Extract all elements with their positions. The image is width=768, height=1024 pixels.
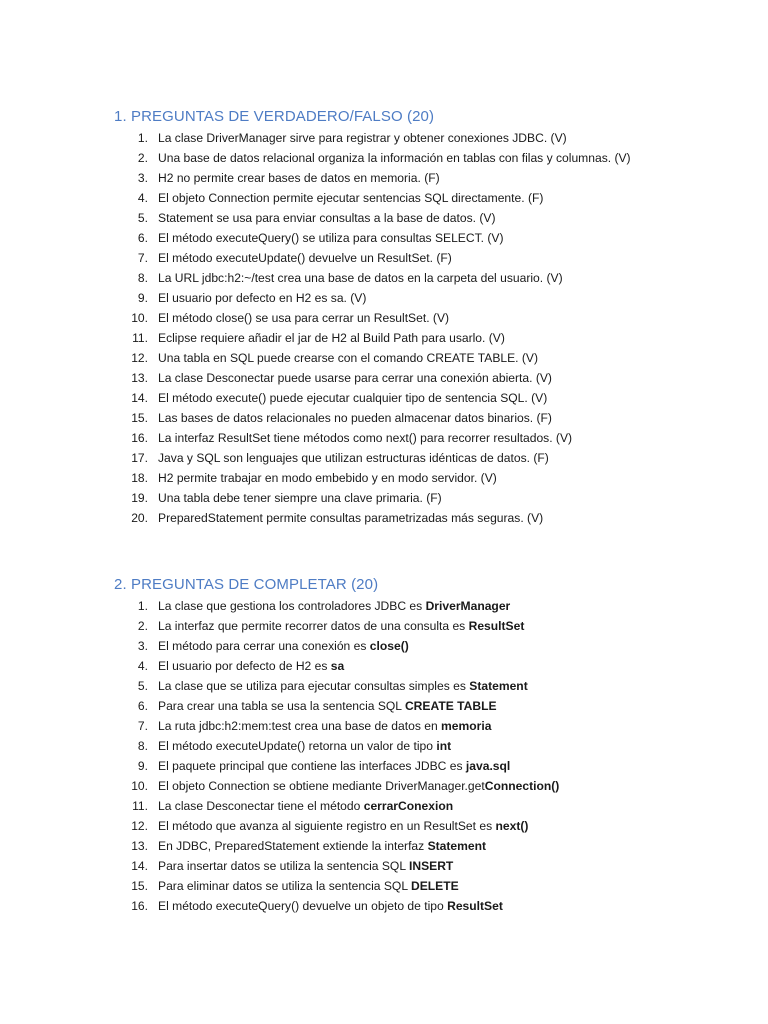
question-text: En JDBC, PreparedStatement extiende la interfaz <box>158 839 428 853</box>
question-text: El método executeUpdate() retorna un valor de tipo <box>158 739 437 753</box>
item-text-wrapper <box>158 328 505 348</box>
question-text: El método executeUpdate() devuelve un ResultSet. (F) <box>158 251 452 265</box>
item-number: 5. <box>137 211 148 225</box>
item-text-wrapper <box>158 716 491 736</box>
item-number: 3. <box>137 171 148 185</box>
item-number: 15. <box>131 411 148 425</box>
list-item <box>114 428 734 448</box>
question-text: La URL jdbc:h2:~/test crea una base de datos en la carpeta del usuario. (V) <box>158 271 563 285</box>
list-item <box>114 228 734 248</box>
true-false-question-list <box>114 128 734 528</box>
item-text-wrapper <box>158 696 497 716</box>
list-item <box>114 816 734 836</box>
answer-text: ResultSet <box>447 899 503 913</box>
list-item <box>114 408 734 428</box>
answer-text: memoria <box>441 719 492 733</box>
list-item <box>114 796 734 816</box>
item-text-wrapper <box>158 348 538 368</box>
item-number: 14. <box>131 859 148 873</box>
list-item <box>114 128 734 148</box>
section-true-false <box>114 106 734 528</box>
item-text-wrapper <box>158 228 504 248</box>
item-text-wrapper <box>158 268 563 288</box>
question-text: La clase que gestiona los controladores JDBC es <box>158 599 426 613</box>
question-text: H2 permite trabajar en modo embebido y en modo servidor. (V) <box>158 471 497 485</box>
item-number: 7. <box>137 719 148 733</box>
list-item <box>114 676 734 696</box>
section-heading: 1. PREGUNTAS DE VERDADERO/FALSO (20) <box>114 108 435 125</box>
item-number: 1. <box>137 599 148 613</box>
list-item <box>114 856 734 876</box>
item-text-wrapper <box>158 876 459 896</box>
answer-text: DriverManager <box>425 599 511 613</box>
list-item <box>114 876 734 896</box>
item-text-wrapper <box>158 148 631 168</box>
item-number: 9. <box>137 291 148 305</box>
item-text-wrapper <box>158 656 344 676</box>
item-number: 11. <box>132 799 148 813</box>
item-number: 2. <box>137 151 148 165</box>
question-text: Una tabla debe tener siempre una clave primaria. (F) <box>158 491 442 505</box>
item-text-wrapper <box>158 616 524 636</box>
item-number: 16. <box>131 431 148 445</box>
question-text: H2 no permite crear bases de datos en memoria. (F) <box>158 171 440 185</box>
item-text-wrapper <box>158 288 366 308</box>
item-number: 8. <box>137 271 148 285</box>
item-number: 10. <box>131 311 148 325</box>
list-item <box>114 368 734 388</box>
question-text: El método para cerrar una conexión es <box>158 639 370 653</box>
item-number: 4. <box>137 659 148 673</box>
item-text-wrapper <box>158 128 567 148</box>
item-number: 19. <box>131 491 148 505</box>
item-number: 14. <box>131 391 148 405</box>
item-text-wrapper <box>158 368 552 388</box>
fill-in-question-list <box>114 596 734 916</box>
item-text-wrapper <box>158 488 442 508</box>
item-number: 18. <box>131 471 148 485</box>
list-item <box>114 448 734 468</box>
item-number: 17. <box>131 451 148 465</box>
question-text: Para eliminar datos se utiliza la sentencia SQL <box>158 879 411 893</box>
list-item <box>114 656 734 676</box>
item-text-wrapper <box>158 428 572 448</box>
list-item <box>114 348 734 368</box>
question-text: La interfaz ResultSet tiene métodos como next() para recorrer resultados. (V) <box>158 431 573 445</box>
question-text: El usuario por defecto en H2 es sa. (V) <box>158 291 367 305</box>
item-text-wrapper <box>158 408 552 428</box>
item-number: 9. <box>137 759 148 773</box>
list-item <box>114 736 734 756</box>
list-item <box>114 896 734 916</box>
question-text: La clase que se utiliza para ejecutar consultas simples es <box>158 679 470 693</box>
item-text-wrapper <box>158 388 547 408</box>
list-item <box>114 168 734 188</box>
item-text-wrapper <box>158 896 503 916</box>
answer-text: int <box>436 739 452 753</box>
question-text: El usuario por defecto de H2 es <box>158 659 331 673</box>
question-text: Statement se usa para enviar consultas a la base de datos. (V) <box>158 211 496 225</box>
item-number: 8. <box>137 739 148 753</box>
item-number: 11. <box>132 331 148 345</box>
list-item <box>114 388 734 408</box>
answer-text: Statement <box>427 839 487 853</box>
list-item <box>114 328 734 348</box>
item-number: 3. <box>137 639 148 653</box>
item-text-wrapper <box>158 736 451 756</box>
item-text-wrapper <box>158 468 497 488</box>
list-item <box>114 716 734 736</box>
question-text: La interfaz que permite recorrer datos de una consulta es <box>158 619 469 633</box>
question-text: Eclipse requiere añadir el jar de H2 al Build Path para usarlo. (V) <box>158 331 505 345</box>
answer-text: Statement <box>469 679 528 693</box>
item-text-wrapper <box>158 676 528 696</box>
section-heading: 2. PREGUNTAS DE COMPLETAR (20) <box>114 576 379 593</box>
question-text: El método execute() puede ejecutar cualquier tipo de sentencia SQL. (V) <box>158 391 548 405</box>
list-item <box>114 208 734 228</box>
item-number: 16. <box>131 899 148 913</box>
question-text: Para crear una tabla se usa la sentencia SQL <box>158 699 405 713</box>
question-text: Las bases de datos relacionales no pueden almacenar datos binarios. (F) <box>158 411 552 425</box>
question-text: El método close() se usa para cerrar un ResultSet. (V) <box>158 311 450 325</box>
answer-text: next() <box>495 819 529 833</box>
question-text: La clase DriverManager sirve para registrar y obtener conexiones JDBC. (V) <box>158 131 567 145</box>
question-text: El método que avanza al siguiente registro en un ResultSet es <box>158 819 496 833</box>
list-item <box>114 268 734 288</box>
question-text: El paquete principal que contiene las interfaces JDBC es <box>158 759 466 773</box>
item-text-wrapper <box>158 448 549 468</box>
question-text: La ruta jdbc:h2:mem:test crea una base de datos en <box>158 719 442 733</box>
item-number: 6. <box>137 231 148 245</box>
list-item <box>114 776 734 796</box>
item-number: 4. <box>137 191 148 205</box>
question-text: El objeto Connection se obtiene mediante DriverManager.get <box>158 779 485 793</box>
item-number: 5. <box>137 679 148 693</box>
question-text: El método executeQuery() devuelve un objeto de tipo <box>158 899 448 913</box>
item-text-wrapper <box>158 796 453 816</box>
item-number: 6. <box>137 699 148 713</box>
item-number: 10. <box>131 779 148 793</box>
item-text-wrapper <box>158 636 409 656</box>
list-item <box>114 468 734 488</box>
question-text: Java y SQL son lenguajes que utilizan estructuras idénticas de datos. (F) <box>158 451 549 465</box>
list-item <box>114 756 734 776</box>
answer-text: ResultSet <box>468 619 525 633</box>
list-item <box>114 616 734 636</box>
answer-text: Connection() <box>484 779 560 793</box>
question-text: Para insertar datos se utiliza la sentencia SQL <box>158 859 409 873</box>
question-text: La clase Desconectar puede usarse para cerrar una conexión abierta. (V) <box>158 371 552 385</box>
list-item <box>114 596 734 616</box>
item-text-wrapper <box>158 308 449 328</box>
answer-text: INSERT <box>408 859 454 873</box>
item-number: 13. <box>131 839 148 853</box>
answer-text: close() <box>369 639 409 653</box>
list-item <box>114 696 734 716</box>
list-item <box>114 636 734 656</box>
question-text: El objeto Connection permite ejecutar sentencias SQL directamente. (F) <box>158 191 544 205</box>
item-number: 15. <box>131 879 148 893</box>
item-text-wrapper <box>158 856 453 876</box>
item-text-wrapper <box>158 508 543 528</box>
item-text-wrapper <box>158 208 495 228</box>
item-text-wrapper <box>158 168 440 188</box>
list-item <box>114 288 734 308</box>
item-number: 20. <box>131 511 148 525</box>
answer-text: DELETE <box>410 879 459 893</box>
item-text-wrapper <box>158 816 528 836</box>
item-text-wrapper <box>158 248 452 268</box>
list-item <box>114 188 734 208</box>
item-text-wrapper <box>158 188 543 208</box>
question-text: PreparedStatement permite consultas parametrizadas más seguras. (V) <box>158 511 544 525</box>
question-text: La clase Desconectar tiene el método <box>158 799 364 813</box>
item-number: 12. <box>131 819 148 833</box>
list-item <box>114 508 734 528</box>
item-number: 13. <box>131 371 148 385</box>
item-number: 12. <box>131 351 148 365</box>
item-text-wrapper <box>158 596 510 616</box>
section-fill-in <box>114 574 734 916</box>
answer-text: CREATE TABLE <box>404 699 497 713</box>
item-text-wrapper <box>158 756 510 776</box>
question-text: El método executeQuery() se utiliza para consultas SELECT. (V) <box>158 231 504 245</box>
item-number: 2. <box>137 619 148 633</box>
list-item <box>114 148 734 168</box>
item-number: 7. <box>137 251 148 265</box>
list-item <box>114 488 734 508</box>
item-text-wrapper <box>158 836 486 856</box>
question-text: Una base de datos relacional organiza la información en tablas con filas y columnas. (V) <box>158 151 631 165</box>
answer-text: java.sql <box>465 759 511 773</box>
question-text: Una tabla en SQL puede crearse con el comando CREATE TABLE. (V) <box>158 351 539 365</box>
list-item <box>114 836 734 856</box>
list-item <box>114 248 734 268</box>
item-text-wrapper <box>158 776 559 796</box>
answer-text: cerrarConexion <box>363 799 454 813</box>
list-item <box>114 308 734 328</box>
answer-text: sa <box>330 659 345 673</box>
item-number: 1. <box>137 131 148 145</box>
